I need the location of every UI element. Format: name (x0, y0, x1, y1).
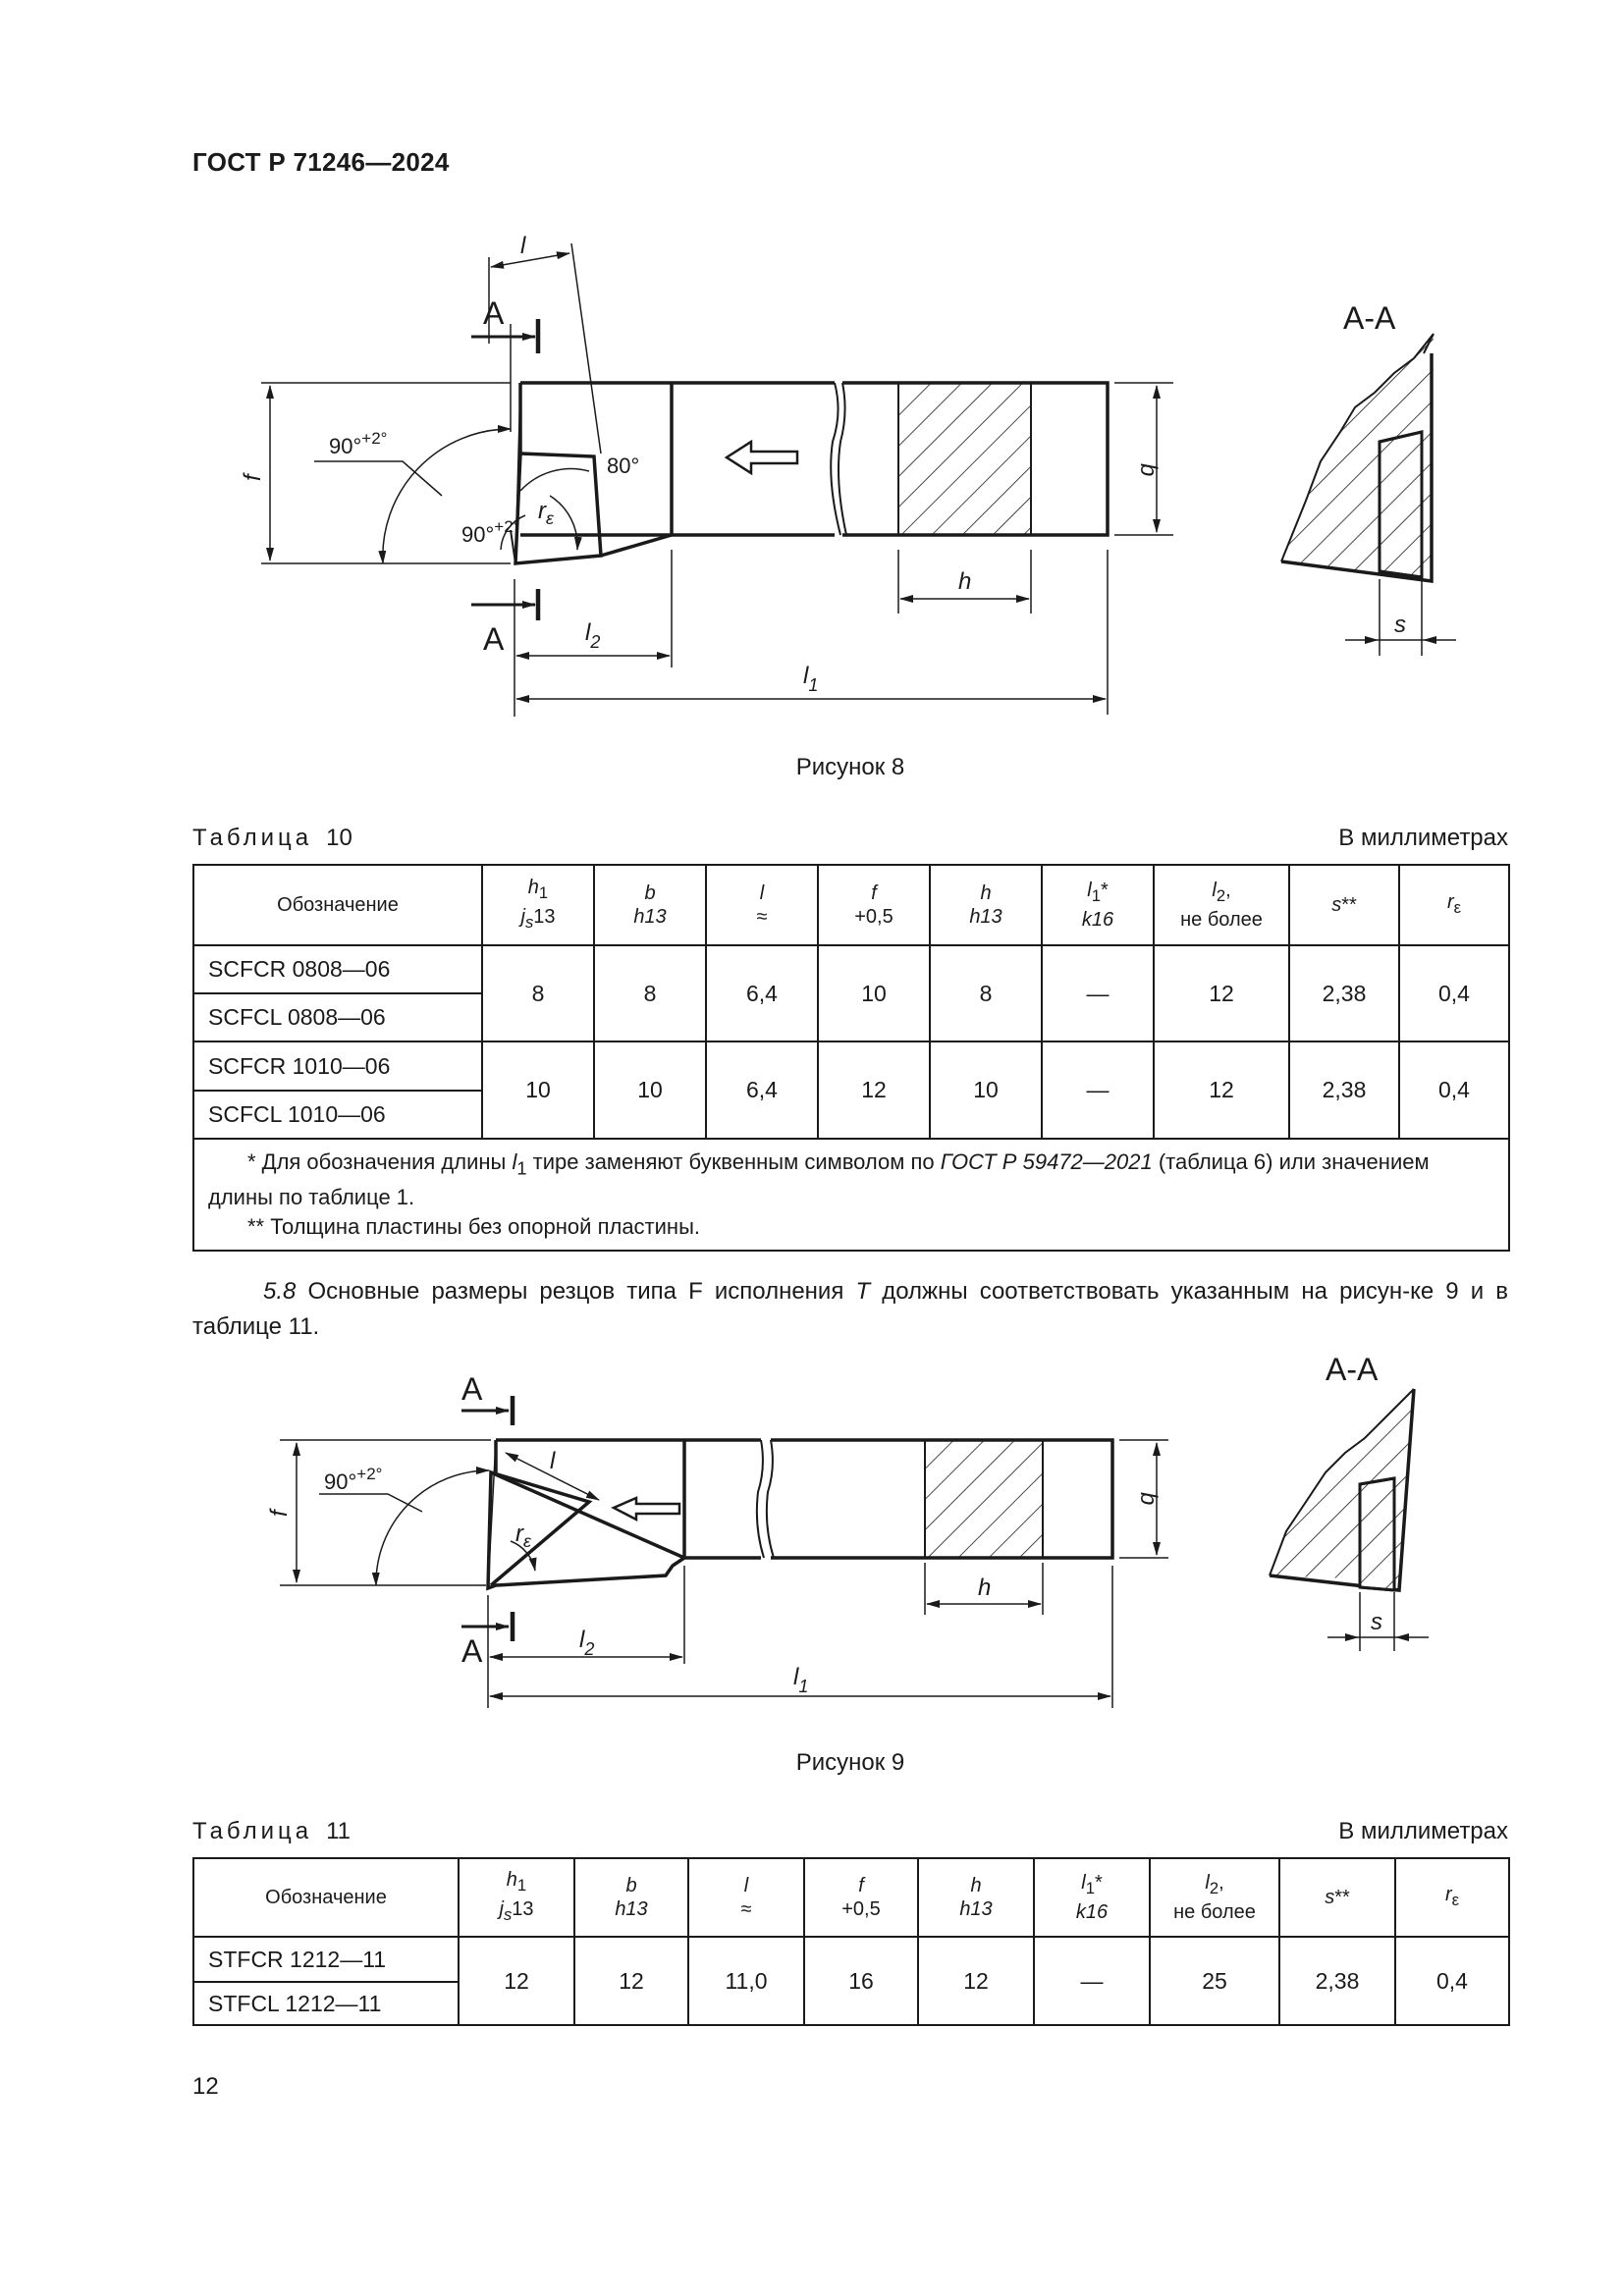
header-h1: $h_1$ $j_s13$ (482, 865, 594, 945)
fig9-label-l2: $l_2$ (579, 1627, 595, 1659)
value-cell: 8 (930, 945, 1042, 1041)
value-cell: 2,38 (1289, 1041, 1399, 1139)
fig9-label-l: l (550, 1448, 556, 1474)
table-10 (192, 864, 1510, 1252)
header-f: f +0,5 (818, 865, 930, 945)
header-designation: Обозначение (193, 865, 482, 945)
table-11-title: Таблица 11 (192, 1818, 352, 1844)
fig8-angle-90-outer: 90°$^{+2^\circ}$ (329, 429, 388, 458)
header-s: s** (1289, 865, 1399, 945)
fig8-label-s: s (1394, 612, 1406, 638)
header-b: b h13 (594, 865, 706, 945)
value-cell: 10 (482, 1041, 594, 1139)
table-10-units: В миллиметрах (1338, 825, 1508, 851)
header-l1: $l_1*$ k16 (1042, 865, 1154, 945)
header-h: h h13 (930, 865, 1042, 945)
value-cell: — (1042, 945, 1154, 1041)
designation-cell: SCFCR 0808—06 (193, 945, 482, 993)
designation-cell: SCFCL 1010—06 (193, 1091, 482, 1139)
table-header-row (193, 865, 1509, 945)
header-s: s** (1279, 1858, 1395, 1937)
value-cell: 12 (1154, 945, 1289, 1041)
fig8-section-title: А-А (1343, 300, 1396, 336)
value-cell: — (1034, 1937, 1150, 2025)
value-cell: 0,4 (1395, 1937, 1509, 2025)
fig8-label-l1: $l_1$ (803, 663, 819, 695)
header-r-eps: $r_\varepsilon$ (1395, 1858, 1509, 1937)
value-cell: 12 (918, 1937, 1034, 2025)
value-cell: 0,4 (1399, 1041, 1509, 1139)
paragraph-5-8: 5.8 Основные размеры резцов типа F исполнения T должны соответствовать указанным на рисун-ке 9 и в таблице 11. (192, 1278, 1509, 1340)
fig8-label-f: f (240, 474, 266, 481)
value-cell: 2,38 (1289, 945, 1399, 1041)
figure-9-caption: Рисунок 9 (795, 1749, 905, 1776)
fig8-section-marker-bottom: А (483, 621, 505, 657)
fig8-section-marker-top: А (483, 295, 505, 331)
value-cell: 6,4 (706, 1041, 818, 1139)
table-notes-row (193, 1139, 1509, 1251)
value-cell: 10 (818, 945, 930, 1041)
fig9-angle-90: 90°$^{+2^\circ}$ (324, 1465, 383, 1494)
fig9-section-title: А-А (1326, 1352, 1379, 1387)
header-l1: $l_1*$ k16 (1034, 1858, 1150, 1937)
figure-9-drawing (0, 1352, 1624, 1728)
fig8-label-l: l (520, 233, 526, 259)
value-cell: 2,38 (1279, 1937, 1395, 2025)
table-row (193, 945, 1509, 993)
fig9-label-s: s (1371, 1609, 1382, 1635)
fig9-label-f: f (266, 1510, 293, 1517)
fig9-section-marker-top: А (461, 1371, 483, 1407)
value-cell: 12 (1154, 1041, 1289, 1139)
header-r-eps: $r_\varepsilon$ (1399, 865, 1509, 945)
fig8-label-l2: $l_2$ (585, 619, 601, 652)
value-cell: 6,4 (706, 945, 818, 1041)
table-row (193, 1041, 1509, 1091)
header-h1: $h_1$ $j_s13$ (459, 1858, 574, 1937)
figure-8-caption: Рисунок 8 (795, 754, 905, 780)
fig8-angle-90-inner: 90°$^{+2^\circ}$ (461, 517, 520, 547)
header-l2: $l_2$, не более (1150, 1858, 1279, 1937)
fig8-r-eps: $r_\varepsilon$ (538, 498, 554, 528)
table-10-title: Таблица 10 (192, 825, 352, 851)
value-cell: 25 (1150, 1937, 1279, 2025)
table-row (193, 1937, 1509, 1982)
document-header: ГОСТ Р 71246—2024 (192, 147, 450, 177)
value-cell: 8 (482, 945, 594, 1041)
table-10-notes (193, 1139, 1509, 1251)
page-number: 12 (192, 2073, 219, 2100)
table-11 (192, 1857, 1510, 2026)
designation-cell: SCFCR 1010—06 (193, 1041, 482, 1091)
header-designation: Обозначение (193, 1858, 459, 1937)
designation-cell: STFCL 1212—11 (193, 1982, 459, 2025)
value-cell: — (1042, 1041, 1154, 1139)
fig9-label-l1: $l_1$ (793, 1664, 809, 1696)
header-l2: $l_2$, не более (1154, 865, 1289, 945)
header-h: h h13 (918, 1858, 1034, 1937)
value-cell: 11,0 (688, 1937, 804, 2025)
table-11-units: В миллиметрах (1338, 1818, 1508, 1844)
header-l: l ≈ (688, 1858, 804, 1937)
header-f: f +0,5 (804, 1858, 918, 1937)
designation-cell: STFCR 1212—11 (193, 1937, 459, 1982)
fig8-label-h: h (958, 568, 972, 595)
value-cell: 8 (594, 945, 706, 1041)
value-cell: 16 (804, 1937, 918, 2025)
fig8-angle-80: 80° (607, 454, 640, 478)
note-1: * Для обозначения длины $l_1$ тире заменяют буквенным символом по ГОСТ Р 59472—2021 (таблица 6) или значением длины по таблице 1. (208, 1149, 1430, 1210)
value-cell: 10 (594, 1041, 706, 1139)
fig9-section-marker-bottom: А (461, 1633, 483, 1669)
header-l: l ≈ (706, 865, 818, 945)
fig9-r-eps: $r_\varepsilon$ (515, 1521, 531, 1551)
fig9-label-h: h (978, 1575, 992, 1601)
note-2: ** Толщина пластины без опорной пластины. (247, 1214, 700, 1240)
figure-8-drawing (0, 0, 1624, 766)
table-header-row (193, 1858, 1509, 1937)
designation-cell: SCFCL 0808—06 (193, 993, 482, 1041)
value-cell: 0,4 (1399, 945, 1509, 1041)
header-b: b h13 (574, 1858, 688, 1937)
fig8-label-b: b (1135, 463, 1162, 477)
value-cell: 12 (574, 1937, 688, 2025)
value-cell: 10 (930, 1041, 1042, 1139)
value-cell: 12 (459, 1937, 574, 2025)
value-cell: 12 (818, 1041, 930, 1139)
fig9-label-b: b (1135, 1492, 1162, 1506)
